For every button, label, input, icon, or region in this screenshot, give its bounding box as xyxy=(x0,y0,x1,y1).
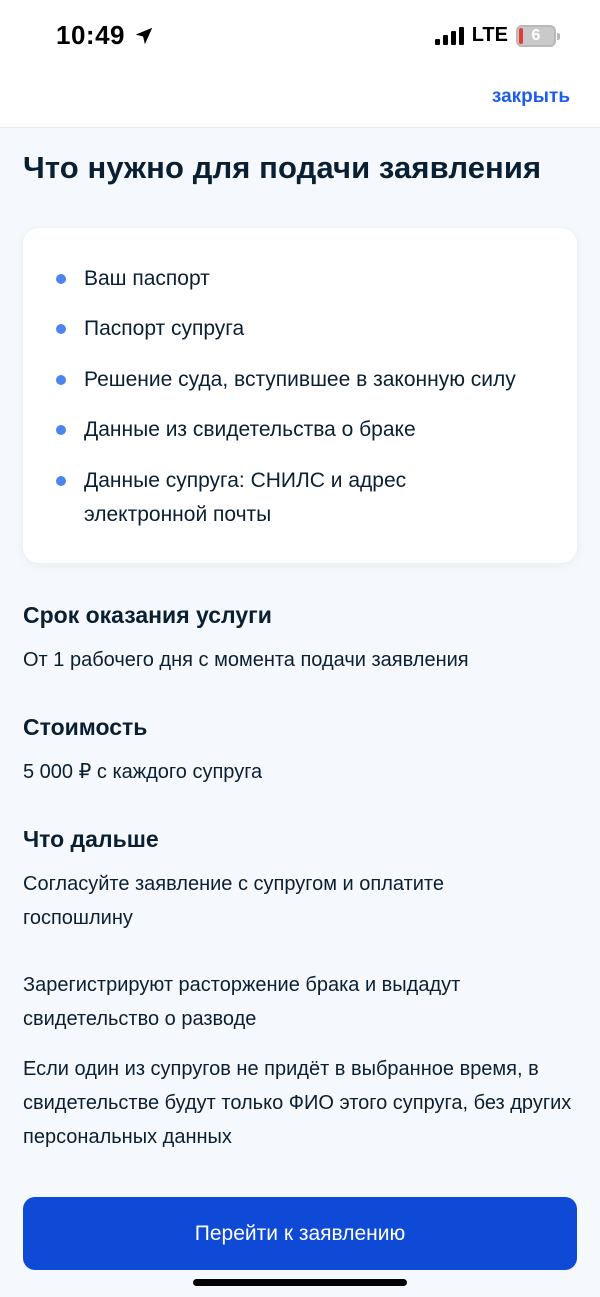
term-heading: Срок оказания услуги xyxy=(23,602,272,628)
status-time xyxy=(56,20,155,51)
bullet-icon xyxy=(56,274,66,284)
signal-strength-icon xyxy=(435,27,464,45)
requirement-text: Данные супруга: СНИЛС и адрес электронной почты xyxy=(84,469,407,526)
bullet-icon xyxy=(56,324,66,334)
list-item xyxy=(56,413,574,447)
list-item xyxy=(56,363,574,397)
next-step-text: Согласуйте заявление с супругом и оплатите госпошлину xyxy=(23,873,444,929)
bullet-icon xyxy=(56,476,66,486)
list-item xyxy=(56,262,574,296)
network-type: LTE xyxy=(471,24,508,46)
go-to-application-button[interactable]: Перейти к заявлению xyxy=(23,1197,577,1270)
battery-level: 6 xyxy=(531,26,541,44)
location-arrow-icon xyxy=(133,25,155,47)
cost-text: 5 000 ₽ с каждого супруга xyxy=(23,761,263,783)
requirement-text: Данные из свидетельства о браке xyxy=(84,418,416,441)
bullet-icon xyxy=(56,425,66,435)
term-text: От 1 рабочего дня с момента подачи заявления xyxy=(23,649,469,671)
requirements-card xyxy=(23,228,577,563)
next-steps-heading: Что дальше xyxy=(23,826,159,852)
top-navigation xyxy=(0,70,600,128)
next-step-note: Если один из супругов не придёт в выбранное время, в свидетельстве будут только ФИО этого супруга, без других персональных данных xyxy=(23,1058,572,1148)
status-indicators xyxy=(435,24,556,47)
battery-icon xyxy=(516,25,556,47)
requirement-text: Ваш паспорт xyxy=(84,267,210,290)
close-link[interactable]: закрыть xyxy=(491,86,570,107)
status-bar xyxy=(0,0,600,70)
list-item xyxy=(56,312,574,346)
list-item xyxy=(56,464,464,532)
cost-heading: Стоимость xyxy=(23,714,148,740)
page-title: Что нужно для подачи заявления xyxy=(23,150,542,185)
next-step-text: Зарегистрируют расторжение брака и выдадут свидетельство о разводе xyxy=(23,974,461,1030)
home-indicator xyxy=(193,1279,407,1286)
clock: 10:49 xyxy=(56,20,125,50)
requirement-text: Паспорт супруга xyxy=(84,317,245,340)
requirement-text: Решение суда, вступившее в законную силу xyxy=(84,368,516,391)
bullet-icon xyxy=(56,375,66,385)
